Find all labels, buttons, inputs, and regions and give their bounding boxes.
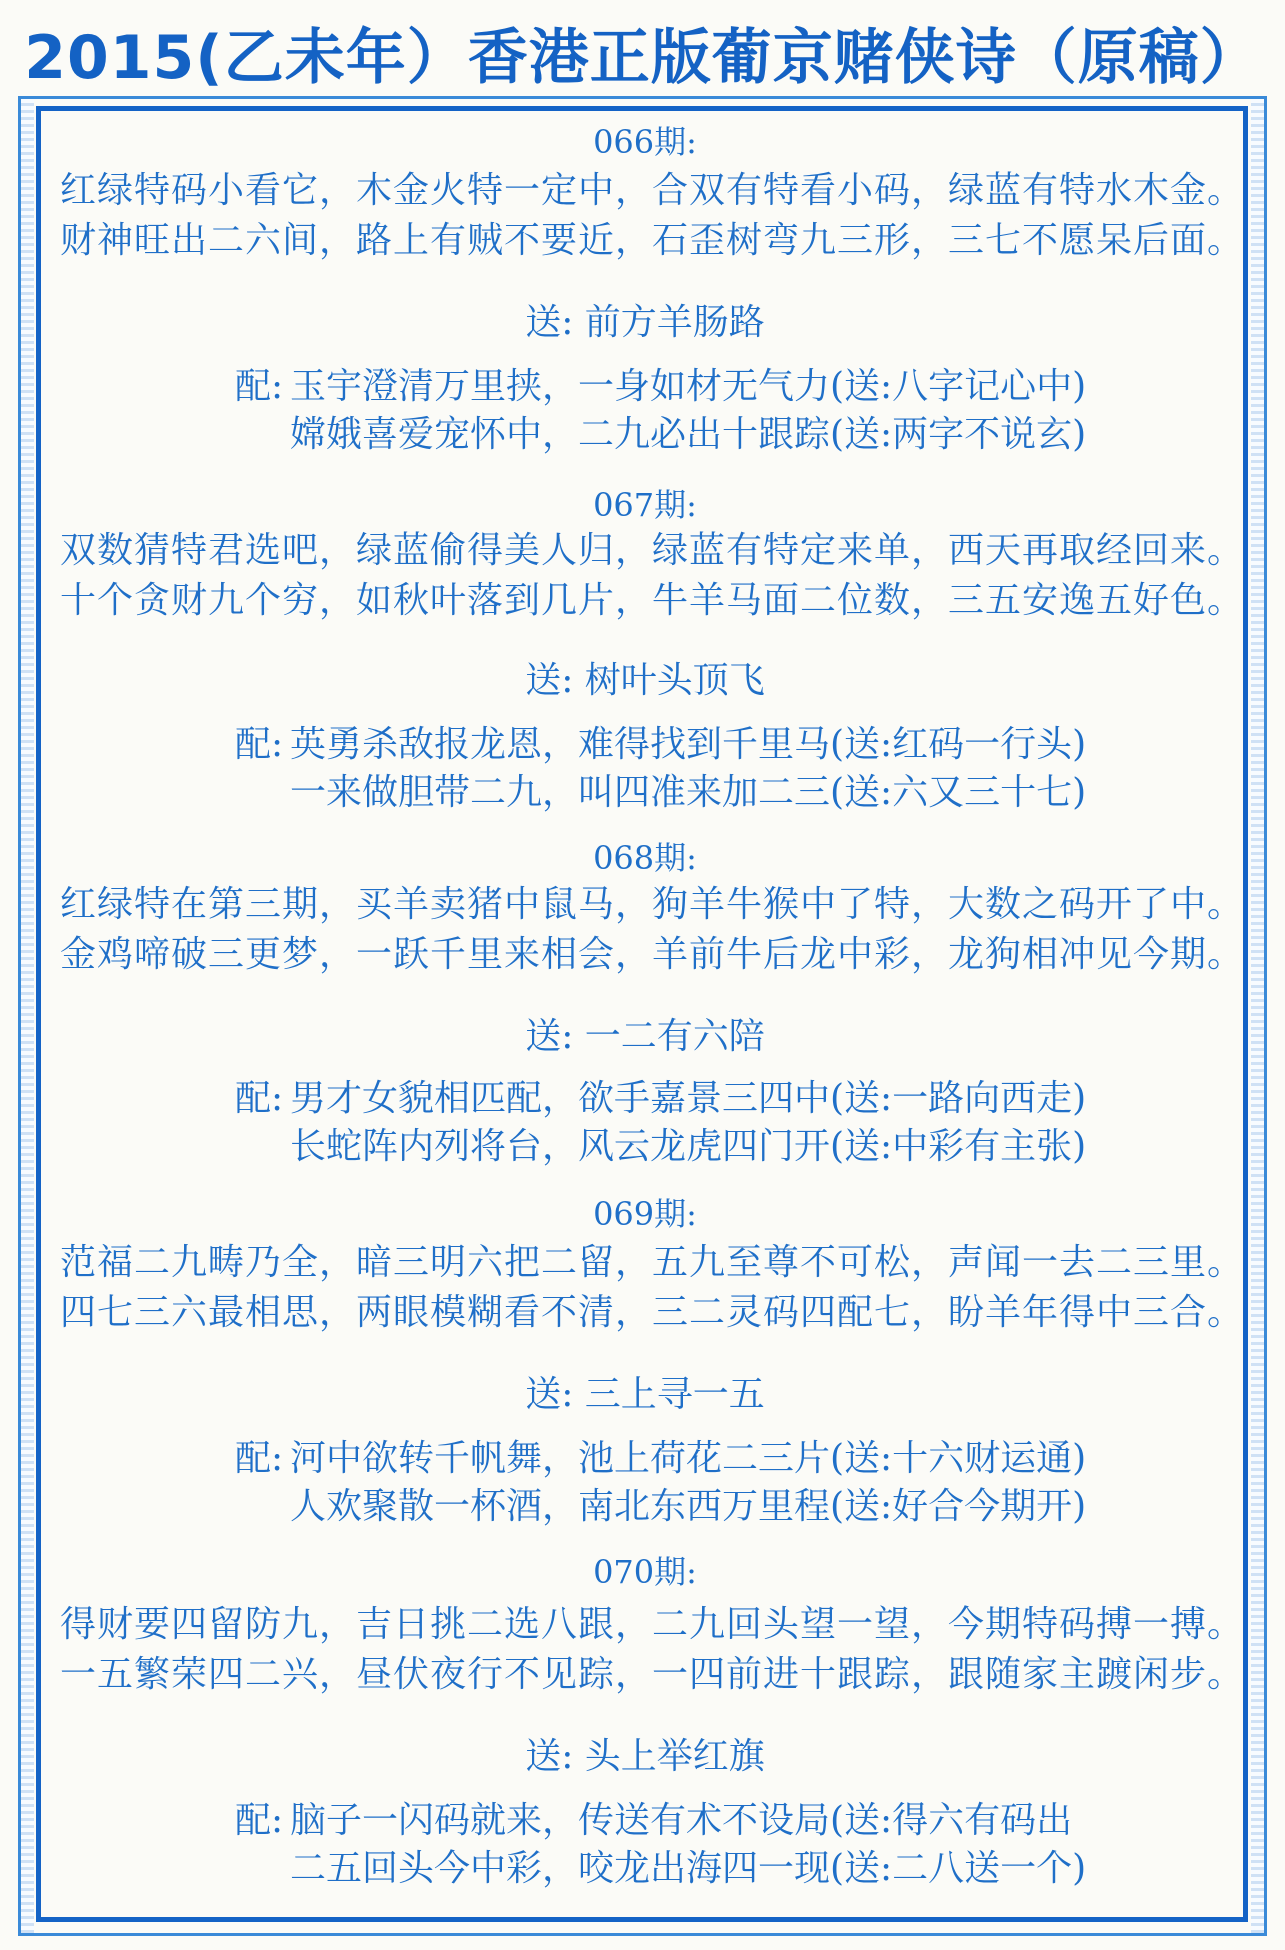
pei-line: 二五回头今中彩，咬龙出海四一现(送:二八送一个) (290, 1848, 1087, 1889)
page-title: 2015(乙未年）香港正版葡京赌侠诗（原稿） (24, 23, 1261, 93)
pei-label: 配: (235, 366, 284, 407)
period-heading: 070期: (593, 1553, 697, 1591)
pei-line: 河中欲转千帆舞，池上荷花二三片(送:十六财运通) (290, 1438, 1087, 1479)
song-line: 送: 头上举红旗 (525, 1736, 765, 1777)
song-line: 送: 一二有六陪 (525, 1016, 765, 1057)
poem-line: 一五繁荣四二兴，昼伏夜行不见踪，一四前进十跟踪，跟随家主踱闲步。 (60, 1654, 1245, 1695)
pei-line: 长蛇阵内列将台，风云龙虎四门开(送:中彩有主张) (290, 1126, 1087, 1167)
song-line: 送: 前方羊肠路 (525, 302, 765, 343)
period-heading: 066期: (593, 123, 697, 161)
poem-line: 四七三六最相思，两眼模糊看不清，三二灵码四配七，盼羊年得中三合。 (60, 1292, 1245, 1333)
period-heading: 069期: (593, 1195, 697, 1233)
song-line: 送: 树叶头顶飞 (525, 660, 765, 701)
pei-label: 配: (235, 1078, 284, 1119)
period-heading: 068期: (593, 839, 697, 877)
pei-label: 配: (235, 1800, 284, 1841)
pei-label: 配: (235, 1438, 284, 1479)
poem-content (60, 118, 1245, 1918)
pei-line: 男才女貌相匹配，欲手嘉景三四中(送:一路向西走) (290, 1078, 1087, 1119)
poem-line: 金鸡啼破三更梦，一跃千里来相会，羊前牛后龙中彩，龙狗相冲见今期。 (60, 934, 1245, 975)
pei-line: 英勇杀敌报龙恩，难得找到千里马(送:红码一行头) (290, 724, 1087, 765)
poem-line: 得财要四留防九，吉日挑二选八跟，二九回头望一望，今期特码搏一搏。 (60, 1604, 1245, 1645)
pei-line: 一来做胆带二九，叫四准来加二三(送:六又三十七) (290, 772, 1087, 813)
poem-line: 红绿特在第三期，买羊卖猪中鼠马，狗羊牛猴中了特，大数之码开了中。 (60, 884, 1245, 925)
poem-line: 红绿特码小看它，木金火特一定中，合双有特看小码，绿蓝有特水木金。 (60, 170, 1245, 211)
pei-line: 人欢聚散一杯酒，南北东西万里程(送:好合今期开) (290, 1486, 1087, 1527)
poem-line: 财神旺出二六间，路上有贼不要近，石歪树弯九三形，三七不愿呆后面。 (60, 220, 1245, 261)
poem-line: 十个贪财九个穷，如秋叶落到几片，牛羊马面二位数，三五安逸五好色。 (60, 580, 1245, 621)
pei-line: 玉宇澄清万里挟，一身如材无气力(送:八字记心中) (290, 366, 1087, 407)
poem-line: 范福二九畴乃全，暗三明六把二留，五九至尊不可松，声闻一去二三里。 (60, 1242, 1245, 1283)
pei-line: 嫦娥喜爱宠怀中，二九必出十跟踪(送:两字不说玄) (290, 414, 1087, 455)
period-heading: 067期: (593, 486, 697, 524)
song-line: 送: 三上寻一五 (525, 1374, 765, 1415)
pei-line: 脑子一闪码就来，传送有术不设局(送:得六有码出 (290, 1800, 1073, 1841)
poem-line: 双数猜特君选吧，绿蓝偷得美人归，绿蓝有特定来单，西天再取经回来。 (60, 530, 1245, 571)
pei-label: 配: (235, 724, 284, 765)
